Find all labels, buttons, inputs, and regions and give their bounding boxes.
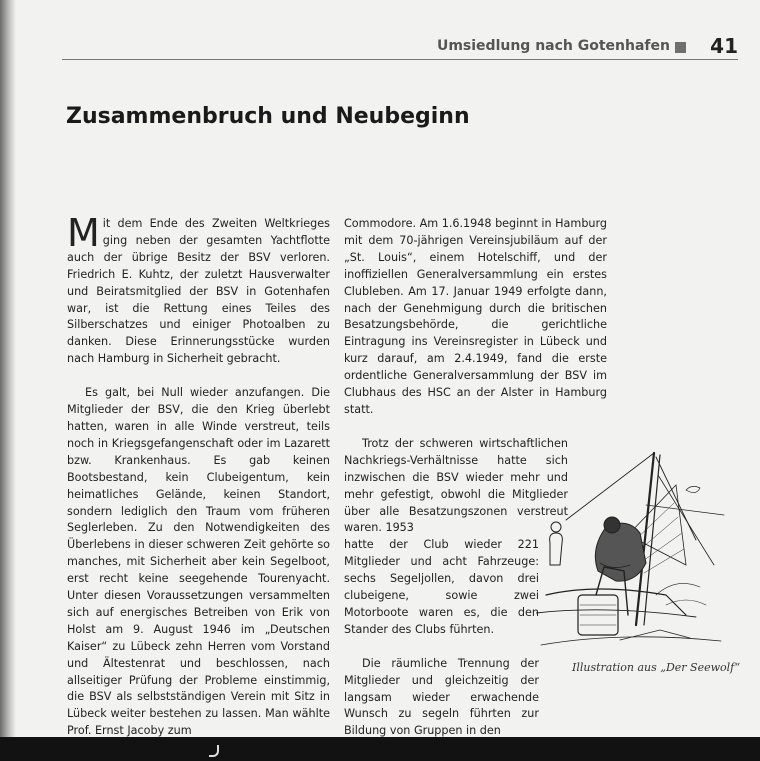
paragraph-postwar-cont: hatte der Club wieder 221 Mitglieder und acht Fahrzeuge: sechs Segeljollen, davon drei clubeigene, sowie zwei Motorboote waren es, die den Stander des Clubs führten. [344,538,539,636]
sailor-illustration [536,445,726,660]
header-rule [62,59,738,60]
header-square-marker [675,42,686,53]
paragraph-restart: Es galt, bei Null wieder anzufangen. Die Mitglieder der BSV, die den Krieg überlebt hatten, waren in alle Winde verstreut, teils noch in Kriegsgefangenschaft oder im Lazarett bzw. Krankenhaus. Es gab keinen Bootsbestand, kein Clubeigentum, kein heimatliches Gelände, keinen Standort, sondern lediglich den Traum vom früheren Seglerleben. Zu den Notwendigkeiten des Überlebens in dieser schweren Zeit gehörte so manches, mit Sicherheit aber kein Segelboot, erst recht keine seegehende Tourenyacht. Unter diesen Voraussetzungen versammelten sich auf energisches Betreiben von Erik von Holst am 9. August 1946 im „Deutschen Kaiser“ zu Lübeck zehn Herren vom Vorstand und Ältestenrat und beschlossen, nach allseitiger Prüfung der Probleme einstimmig, die BSV als selbstständigen Verein mit Sitz in Lübeck weiter bestehen zu lassen. Man wählte Prof. Ernst Jacoby zum [67,386,330,738]
drop-cap: M [67,211,100,255]
book-gutter-shadow [0,0,16,740]
page-number: 41 [710,34,738,58]
paragraph-groups: Die räumliche Trennung der Mitglieder und gleichzeitig der langsam wieder erwachende Wunsch zu segeln führten zur Bildung von Gruppen in den [344,656,539,738]
scan-mark [209,745,219,757]
paragraph-intro-text: it dem Ende des Zweiten Weltkrieges ging neben der gesamten Yachtflotte auch der übrige Besitz der BSV verloren. Friedrich E. Kuhtz, der zuletzt Hausverwalter und Beiratsmitglied der BSV in Gotenhafen war, ist die Rettung eines Teiles des Silberschatzes und einiger Photoalben zu danken. Diese Erinnerungsstücke wurden nach Hamburg in Sicherheit gebracht. [67,217,330,366]
illustration-caption: Illustration aus „Der Seewolf“ [572,661,741,674]
running-title: Umsiedlung nach Gotenhafen [436,38,670,54]
paragraph-postwar: Trotz der schweren wirtschaftlichen Nachkriegs-Verhältnisse hatte sich inzwischen die BSV wieder mehr und mehr gefestigt, obwohl die Mitglieder über alle Besatzungszonen verstreut waren. 1953 [344,436,568,535]
chapter-title: Zusammenbruch und Neubeginn [66,104,470,129]
running-header [62,36,738,60]
paragraph-intro [67,211,330,368]
left-column [67,211,330,740]
scan-bottom-edge [0,737,760,761]
paragraph-commodore: Commodore. Am 1.6.1948 beginnt in Hamburg mit dem 70-jährigen Vereinsjubiläum auf der „St. Louis“, einem Hotelschiff, und der inoffiziellen Generalversammlung ein erstes Clubleben. Am 17. Januar 1949 erfolgte dann, nach der Genehmigung durch die britischen Besatzungsbehörde, die gerichtliche Eintragung ins Vereinsregister in Lübeck und kurz darauf, am 2.4.1949, fand die erste ordentliche Generalversammlung der BSV im Clubhaus des HSC an der Alster in Hamburg statt. [344,217,608,416]
